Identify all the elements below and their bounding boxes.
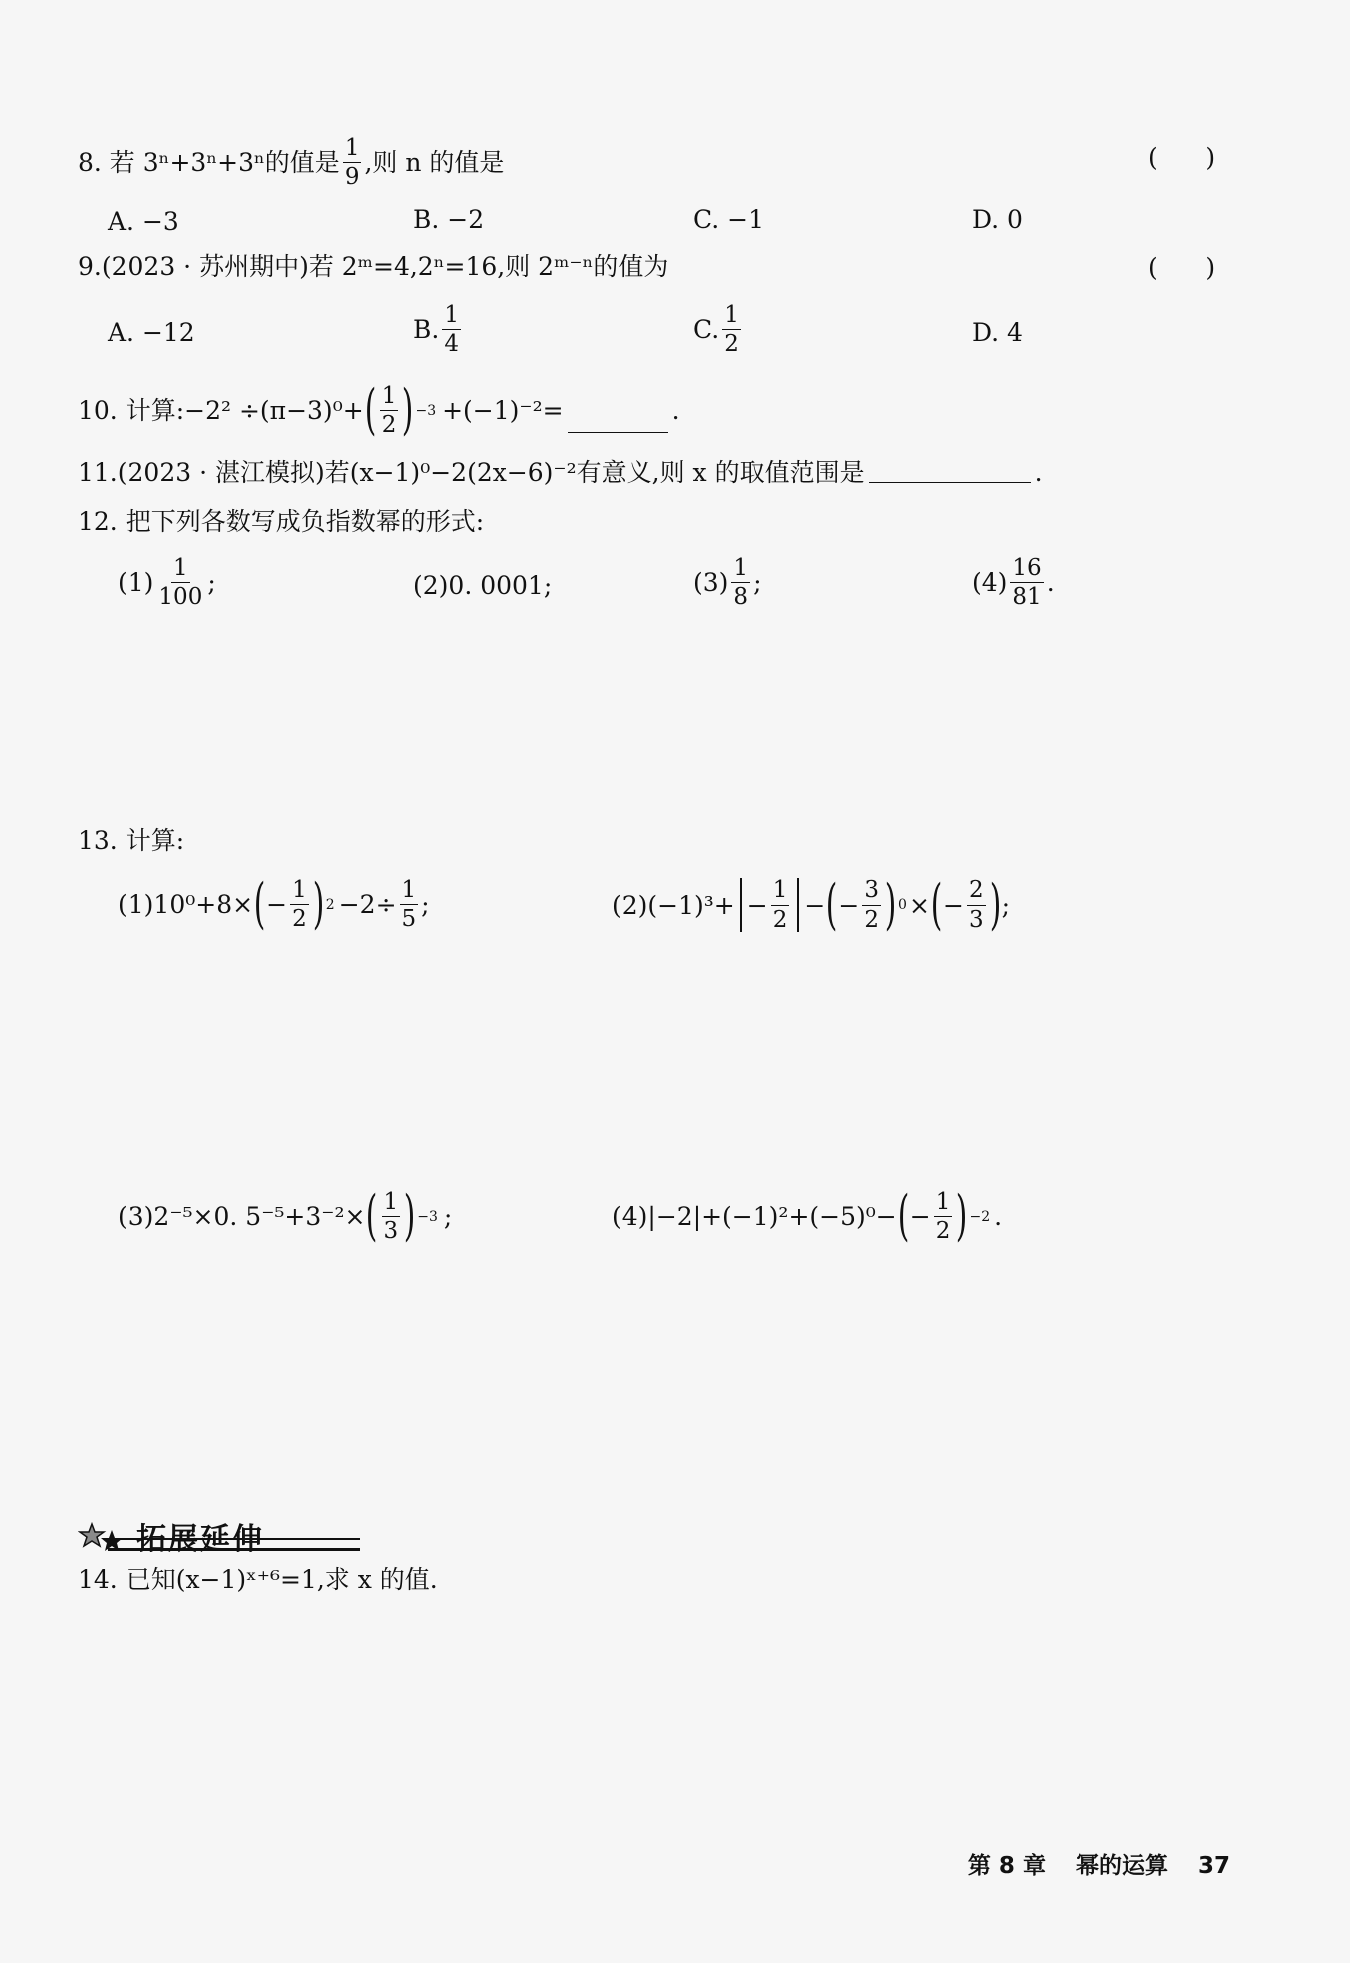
section-title: 拓展延伸 — [136, 1522, 264, 1557]
q9-option-b[interactable]: B. $\frac{1}{4}$ — [413, 302, 459, 358]
q13-part-2: (2)(−1)³+ − $\frac{1}{2}$ − ( − $\frac{3}{2}$ ) 0 × ( − $\frac{2}{3}$ ) ; — [612, 872, 1011, 936]
section-header-extension — [78, 1510, 288, 1557]
q9-option-c[interactable]: C. $\frac{1}{2}$ — [693, 302, 739, 358]
q12-part-1: (1) $\frac{1}{100}$ ; — [118, 555, 216, 611]
q12-part-4: (4) $\frac{16}{81}$ . — [972, 555, 1055, 611]
q13-part-1: (1)10⁰+8× ( − $\frac{1}{2}$ ) 2 −2÷ $\frac{1}{5}$ ; — [118, 872, 430, 936]
q11-answer-blank[interactable] — [869, 481, 1031, 483]
q13-part-3: (3)2⁻⁵×0. 5⁻⁵+3⁻²× ( $\frac{1}{3}$ ) −3 ; — [118, 1184, 453, 1248]
page-footer — [946, 1847, 1230, 1880]
q8-option-c[interactable]: C. −1 — [693, 205, 764, 234]
q8-answer-paren[interactable]: ( ) — [1148, 143, 1216, 172]
q8-fraction: $\frac{1}{9}$ — [344, 135, 360, 191]
q8-tail: ,则 n 的值是 — [364, 147, 505, 177]
question-14: 14. 已知(x−1)ˣ⁺⁶=1,求 x 的值. — [78, 1565, 438, 1594]
question-11: 11.(2023 · 湛江模拟)若(x−1)⁰−2(2x−6)⁻²有意义,则 x 的取值范围是 . — [78, 458, 1043, 487]
q13-part-4: (4)|−2|+(−1)²+(−5)⁰− ( − $\frac{1}{2}$ ) −2 . — [612, 1184, 1003, 1248]
q8-option-a[interactable]: A. −3 — [108, 207, 179, 236]
q9-option-d[interactable]: D. 4 — [972, 318, 1023, 347]
q12-part-3: (3) $\frac{1}{8}$ ; — [693, 555, 762, 611]
question-9 — [78, 253, 668, 281]
question-10: 10. 计算:−2² ÷(π−3)⁰+ ( $\frac{1}{2}$ ) −3 +(−1)⁻²= . — [78, 378, 680, 442]
q9-stem: 9.(2023 · 苏州期中)若 2ᵐ=4,2ⁿ=16,则 2ᵐ⁻ⁿ的值为 — [78, 252, 669, 281]
question-13: 13. 计算: — [78, 826, 185, 855]
q8-stem: 8. 若 3ⁿ+3ⁿ+3ⁿ的值是 — [78, 147, 340, 177]
page-number: 37 — [1197, 1853, 1230, 1879]
footer-title: 幂的运算 — [1075, 1853, 1168, 1879]
q8-option-d[interactable]: D. 0 — [972, 205, 1023, 234]
footer-chapter: 第 8 章 — [967, 1853, 1046, 1879]
q10-answer-blank[interactable] — [568, 431, 668, 433]
question-12: 12. 把下列各数写成负指数幂的形式: — [78, 507, 485, 536]
q9-option-a[interactable]: A. −12 — [108, 318, 195, 347]
q12-part-2: (2)0. 0001; — [413, 571, 553, 600]
q8-option-b[interactable]: B. −2 — [413, 205, 485, 234]
q9-answer-paren[interactable]: ( ) — [1148, 253, 1216, 282]
question-8 — [78, 136, 504, 189]
